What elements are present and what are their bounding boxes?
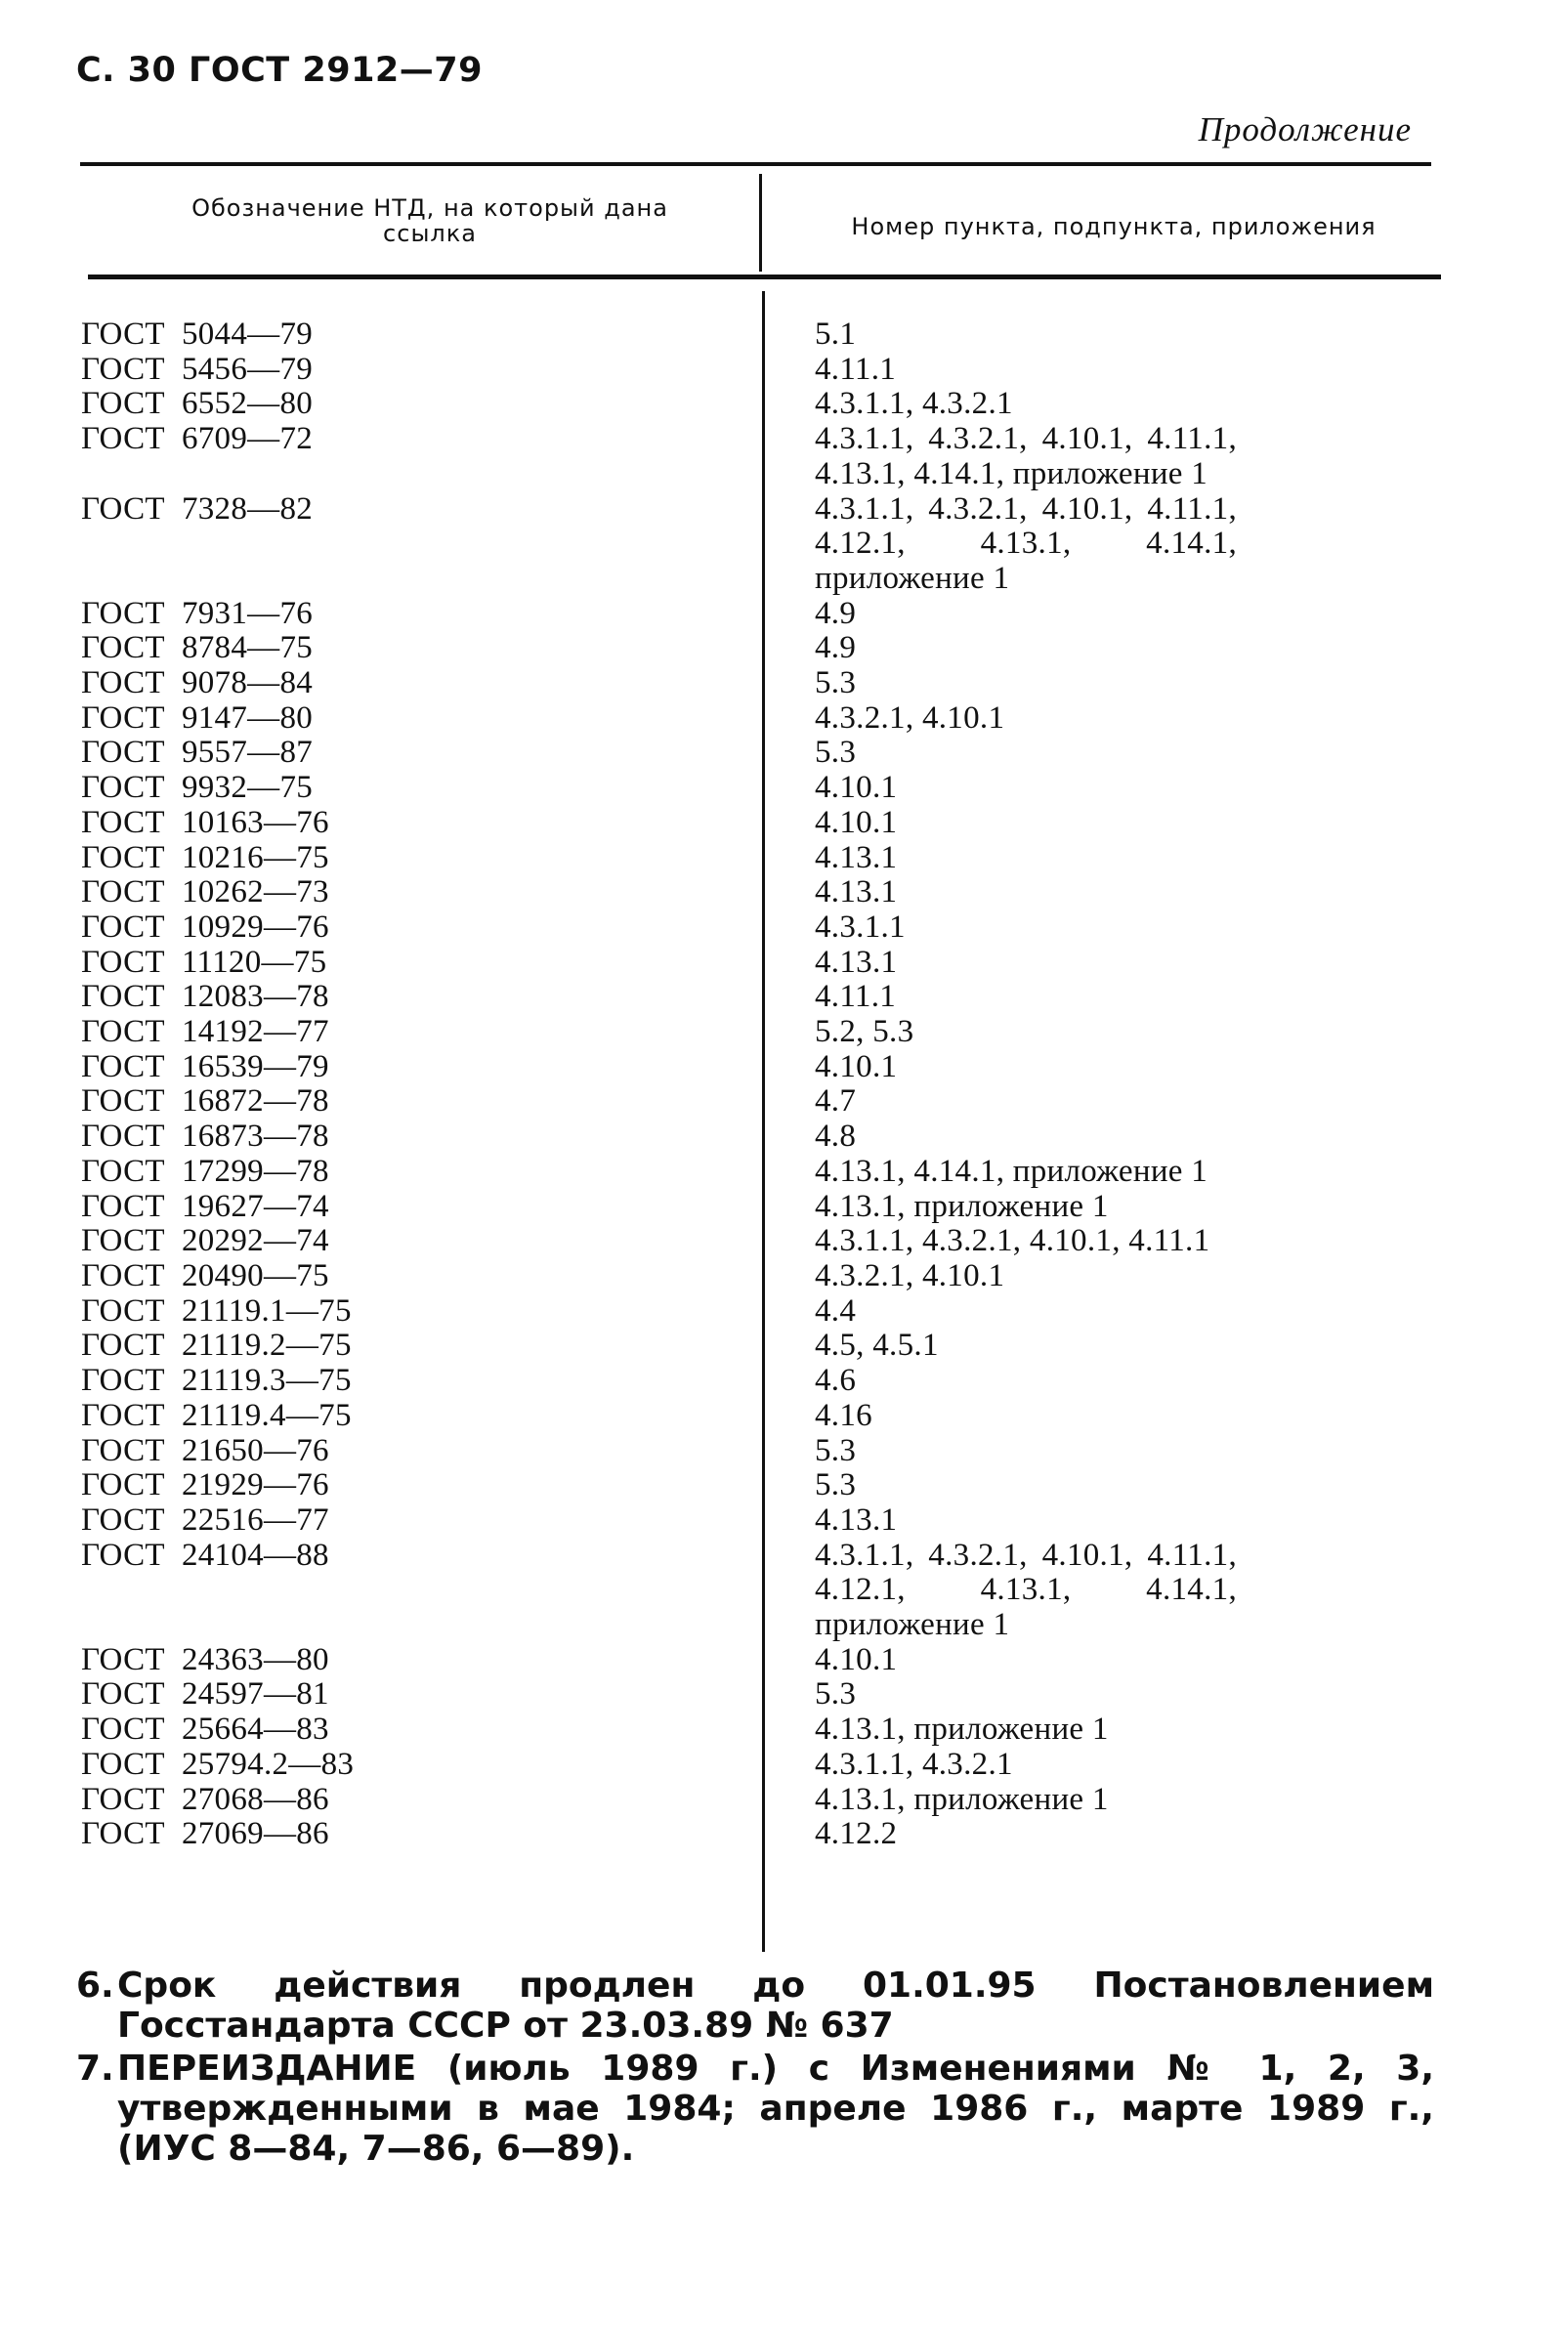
reference-clauses: 4.13.1 <box>815 944 898 980</box>
document-designation: ГОСТ 21119.4—75 <box>81 1397 352 1433</box>
document-designation: ГОСТ 10163—76 <box>81 804 329 840</box>
document-designation: ГОСТ 19627—74 <box>81 1188 329 1224</box>
reference-clauses: 4.13.1, 4.14.1, приложение 1 <box>815 1153 1208 1189</box>
reference-clauses: 4.3.1.1, 4.3.2.1 <box>815 1746 1013 1782</box>
reference-clauses: 4.10.1 <box>815 1048 898 1084</box>
reference-clauses: 5.3 <box>815 1432 857 1468</box>
table-row <box>0 1190 1568 1225</box>
notes-section <box>76 1966 1434 2172</box>
document-designation: ГОСТ 5456—79 <box>81 351 314 387</box>
table-row <box>0 317 1568 353</box>
reference-clauses: 5.3 <box>815 1467 857 1503</box>
table-row <box>0 666 1568 701</box>
reference-clauses: 4.3.1.1, 4.3.2.1, 4.10.1, 4.11.1, 4.12.1, 4.13.1, 4.14.1, приложение 1 <box>815 490 1237 596</box>
document-designation: ГОСТ 7931—76 <box>81 595 314 631</box>
reference-clauses: 4.8 <box>815 1119 857 1155</box>
reference-clauses: 5.3 <box>815 735 857 771</box>
table-row <box>0 1503 1568 1539</box>
document-designation: ГОСТ 5044—79 <box>81 317 314 352</box>
document-designation: ГОСТ 8784—75 <box>81 630 314 666</box>
reference-clauses: 4.9 <box>815 595 857 631</box>
document-designation: ГОСТ 24363—80 <box>81 1641 329 1677</box>
table-row <box>0 1050 1568 1085</box>
table-row <box>0 736 1568 771</box>
document-designation: ГОСТ 20490—75 <box>81 1257 329 1293</box>
table-row <box>0 946 1568 981</box>
document-designation: ГОСТ 27068—86 <box>81 1781 329 1817</box>
table-row <box>0 631 1568 666</box>
table-row <box>0 771 1568 806</box>
reference-clauses: 4.5, 4.5.1 <box>815 1328 939 1364</box>
continuation-label: Продолжение <box>1198 110 1412 148</box>
table-row <box>0 910 1568 946</box>
document-designation: ГОСТ 11120—75 <box>81 944 327 980</box>
table-row <box>0 1783 1568 1818</box>
note-number: 7. <box>76 2049 114 2089</box>
reference-clauses: 4.11.1 <box>815 979 897 1015</box>
reference-clauses: 4.3.1.1, 4.3.2.1, 4.10.1, 4.11.1 <box>815 1223 1210 1259</box>
document-designation: ГОСТ 24597—81 <box>81 1676 329 1713</box>
reference-clauses: 4.10.1 <box>815 804 898 840</box>
note-text: ПЕРЕИЗДАНИЕ (июль 1989 г.) с Изменениями № 1, 2, 3, утвержденными в мае 1984; апреле 1986 г., марте 1989 г., (ИУС 8—84, 7—86, 6—89). <box>117 2049 1434 2169</box>
document-designation: ГОСТ 21119.1—75 <box>81 1292 352 1329</box>
document-designation: ГОСТ 21650—76 <box>81 1432 329 1468</box>
document-designation: ГОСТ 12083—78 <box>81 979 329 1015</box>
table-row <box>0 1015 1568 1050</box>
note-number: 6. <box>76 1966 114 2006</box>
table-row <box>0 422 1568 491</box>
document-designation: ГОСТ 14192—77 <box>81 1014 329 1050</box>
reference-clauses: 4.3.1.1, 4.3.2.1, 4.10.1, 4.11.1, 4.13.1, 4.14.1, приложение 1 <box>815 421 1237 491</box>
reference-clauses: 4.12.2 <box>815 1816 898 1852</box>
document-designation: ГОСТ 6709—72 <box>81 421 314 457</box>
document-designation: ГОСТ 9078—84 <box>81 665 314 701</box>
reference-clauses: 4.13.1, приложение 1 <box>815 1781 1109 1817</box>
table-row <box>0 1294 1568 1330</box>
page-header: С. 30 ГОСТ 2912—79 <box>76 51 483 90</box>
document-designation: ГОСТ 9147—80 <box>81 699 314 736</box>
note-text: Срок действия продлен до 01.01.95 Постановлением Госстандарта СССР от 23.03.89 № 637 <box>117 1966 1434 2046</box>
table-row <box>0 1468 1568 1503</box>
document-designation: ГОСТ 22516—77 <box>81 1501 329 1538</box>
reference-clauses: 4.11.1 <box>815 351 897 387</box>
table-row <box>0 1155 1568 1190</box>
table-row <box>0 1399 1568 1434</box>
document-designation: ГОСТ 21929—76 <box>81 1467 329 1503</box>
reference-clauses: 4.13.1, приложение 1 <box>815 1712 1109 1748</box>
reference-clauses: 4.6 <box>815 1363 857 1399</box>
reference-clauses: 5.3 <box>815 1676 857 1713</box>
reference-clauses: 4.3.2.1, 4.10.1 <box>815 1257 1005 1293</box>
table-row <box>0 1643 1568 1678</box>
document-designation: ГОСТ 21119.3—75 <box>81 1363 352 1399</box>
reference-clauses: 4.13.1 <box>815 1501 898 1538</box>
table-row <box>0 701 1568 737</box>
reference-clauses: 4.3.1.1 <box>815 909 906 945</box>
note-item <box>76 2049 1434 2169</box>
reference-clauses: 4.4 <box>815 1292 857 1329</box>
document-designation: ГОСТ 10262—73 <box>81 874 329 910</box>
document-designation: ГОСТ 25664—83 <box>81 1712 329 1748</box>
reference-clauses: 4.16 <box>815 1397 872 1433</box>
document-designation: ГОСТ 9557—87 <box>81 735 314 771</box>
table-row <box>0 597 1568 632</box>
document-designation: ГОСТ 24104—88 <box>81 1537 329 1573</box>
document-designation: ГОСТ 9932—75 <box>81 770 314 806</box>
document-designation: ГОСТ 10929—76 <box>81 909 329 945</box>
table-row <box>0 492 1568 597</box>
table-row <box>0 1539 1568 1643</box>
reference-clauses: 4.3.1.1, 4.3.2.1 <box>815 386 1013 422</box>
table-row <box>0 1224 1568 1259</box>
table-row <box>0 1120 1568 1155</box>
table-row <box>0 1434 1568 1469</box>
reference-clauses: 4.7 <box>815 1083 857 1120</box>
document-designation: ГОСТ 21119.2—75 <box>81 1328 352 1364</box>
table-row <box>0 980 1568 1015</box>
table-row <box>0 875 1568 910</box>
document-designation: ГОСТ 16873—78 <box>81 1119 329 1155</box>
table-top-rule <box>80 162 1431 166</box>
document-designation: ГОСТ 27069—86 <box>81 1816 329 1852</box>
document-designation: ГОСТ 25794.2—83 <box>81 1746 355 1782</box>
document-designation: ГОСТ 10216—75 <box>81 839 329 875</box>
table-row <box>0 841 1568 876</box>
table-row <box>0 1817 1568 1852</box>
table-row <box>0 1748 1568 1783</box>
reference-clauses: 4.10.1 <box>815 770 898 806</box>
table-row <box>0 1364 1568 1399</box>
reference-clauses: 5.2, 5.3 <box>815 1014 914 1050</box>
column-divider-header <box>759 174 762 272</box>
table-row <box>0 1677 1568 1713</box>
reference-clauses: 5.1 <box>815 317 857 352</box>
document-designation: ГОСТ 16872—78 <box>81 1083 329 1120</box>
reference-clauses: 4.3.1.1, 4.3.2.1, 4.10.1, 4.11.1, 4.12.1, 4.13.1, 4.14.1, приложение 1 <box>815 1537 1237 1643</box>
reference-clauses: 4.13.1 <box>815 839 898 875</box>
column-header-document: Обозначение НТД, на который дана ссылка <box>191 194 668 247</box>
document-designation: ГОСТ 7328—82 <box>81 490 314 527</box>
table-header-rule <box>88 275 1441 279</box>
table-row <box>0 387 1568 422</box>
document-designation: ГОСТ 6552—80 <box>81 386 314 422</box>
reference-table-body <box>0 317 1568 1852</box>
document-designation: ГОСТ 17299—78 <box>81 1153 329 1189</box>
reference-clauses: 4.10.1 <box>815 1641 898 1677</box>
reference-clauses: 4.3.2.1, 4.10.1 <box>815 699 1005 736</box>
reference-clauses: 4.13.1, приложение 1 <box>815 1188 1109 1224</box>
reference-clauses: 4.13.1 <box>815 874 898 910</box>
note-item <box>76 1966 1434 2046</box>
table-row <box>0 1329 1568 1364</box>
reference-clauses: 5.3 <box>815 665 857 701</box>
table-row <box>0 1084 1568 1120</box>
table-row <box>0 806 1568 841</box>
table-row <box>0 1713 1568 1748</box>
reference-clauses: 4.9 <box>815 630 857 666</box>
table-row <box>0 1259 1568 1294</box>
column-header-references: Номер пункта, подпункта, приложения <box>851 213 1377 240</box>
table-row <box>0 353 1568 388</box>
document-designation: ГОСТ 20292—74 <box>81 1223 329 1259</box>
document-designation: ГОСТ 16539—79 <box>81 1048 329 1084</box>
